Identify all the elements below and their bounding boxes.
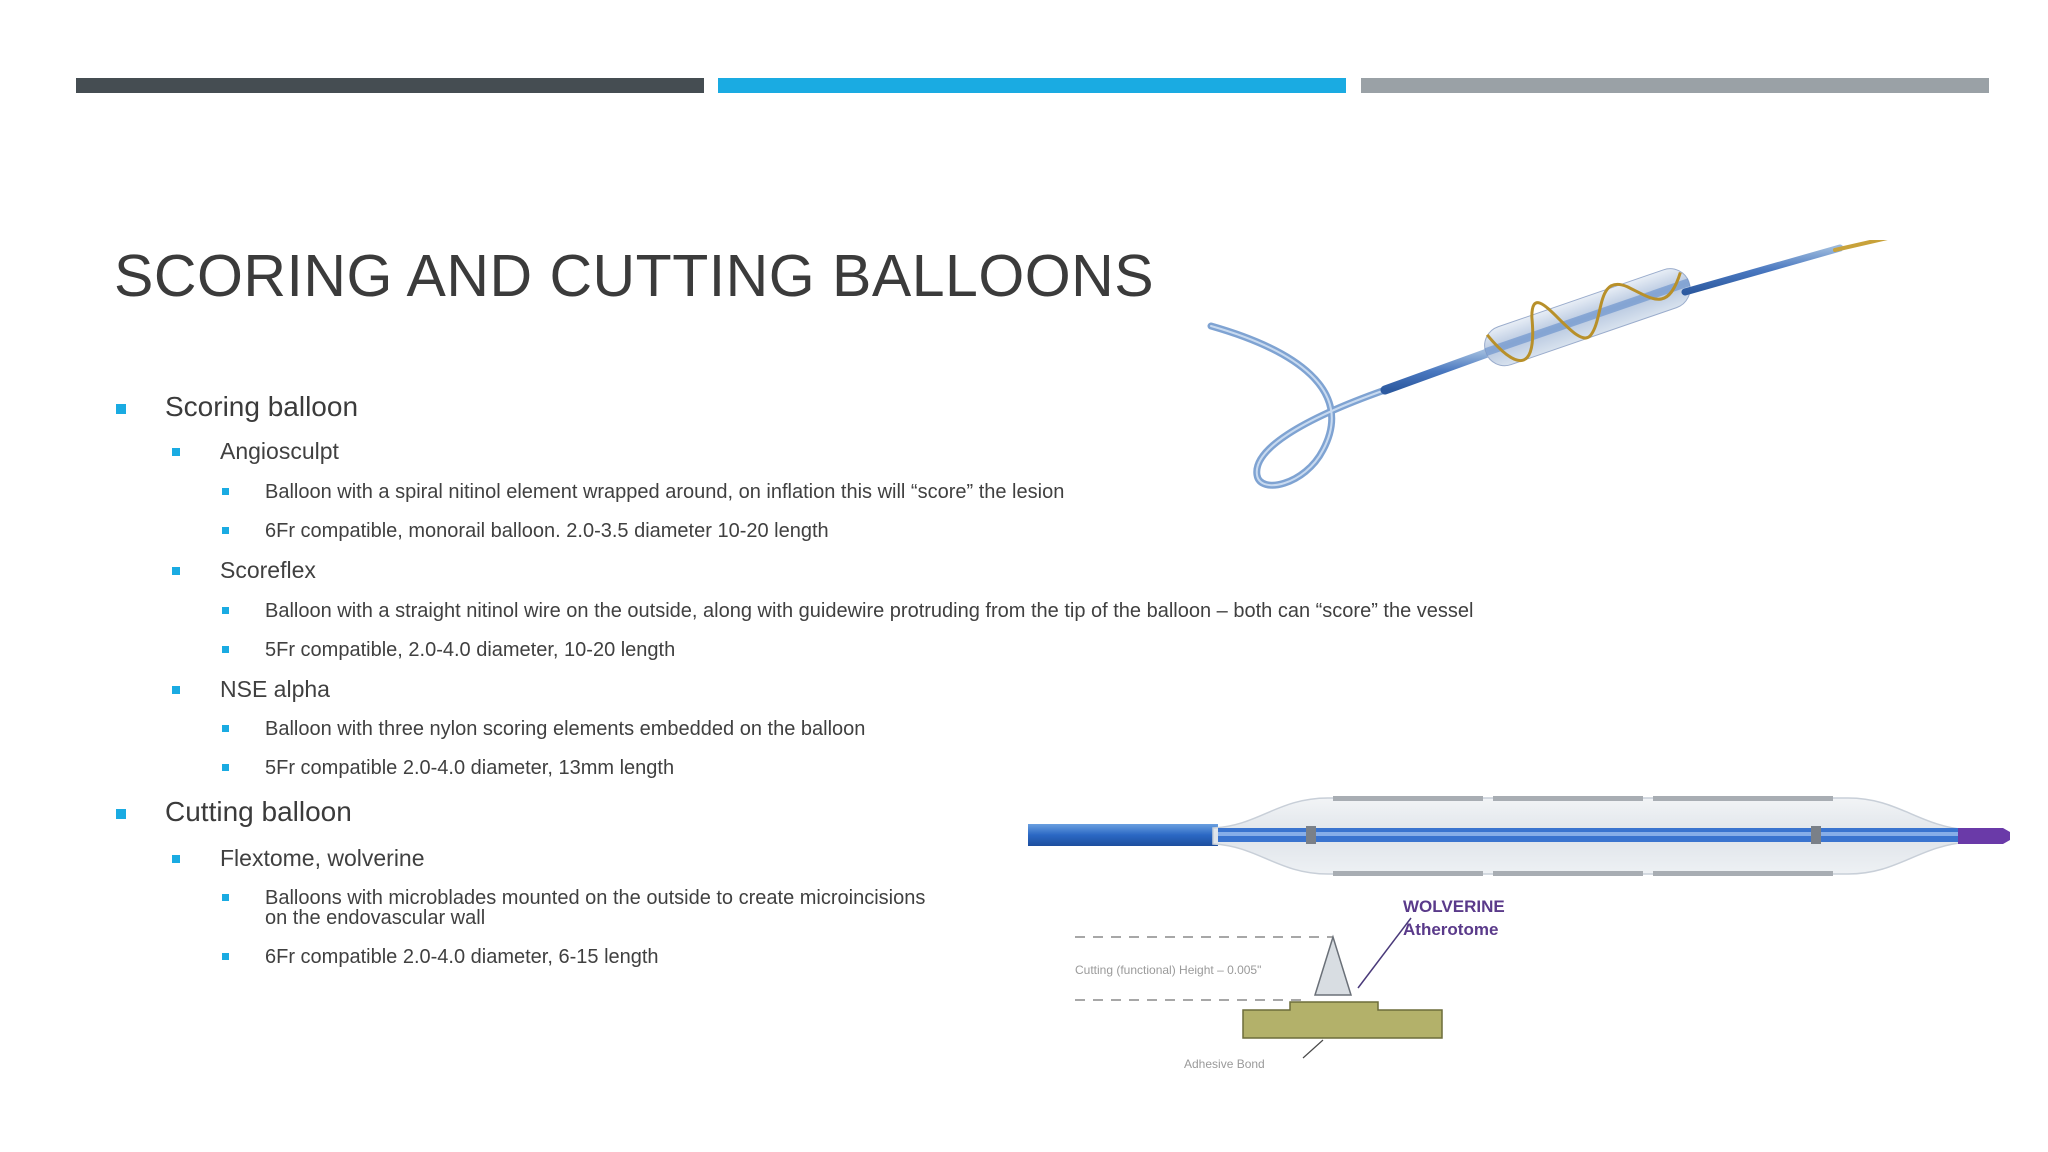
blade-base-pad [1243, 1002, 1442, 1038]
cutting-balloon-tip [1958, 828, 2010, 844]
bullet-square-icon [172, 567, 180, 575]
bullet-nse-alpha: NSE alpha [220, 676, 330, 703]
cutting-catheter-shaft [1028, 824, 1218, 846]
adhesive-leader [1303, 1040, 1323, 1058]
leader-line [1358, 918, 1411, 988]
bullet-square-icon [116, 809, 126, 819]
bullet-cutting-balloon: Cutting balloon [165, 796, 352, 828]
cutting-height-label: Cutting (functional) Height – 0.005" [1075, 963, 1262, 977]
bullet-square-icon [222, 894, 229, 901]
wolverine-label: WOLVERINE [1403, 897, 1505, 916]
marker-band [1811, 826, 1821, 844]
bullet-nse-detail-1: Balloon with three nylon scoring elements embedded on the balloon [265, 719, 865, 739]
microblade [1333, 871, 1483, 876]
bullet-flextome-detail-1: Balloons with microblades mounted on the outside to create microincisions on the endovascular wall [265, 888, 925, 928]
bullet-angiosculpt-detail-2: 6Fr compatible, monorail balloon. 2.0-3.5 diameter 10-20 length [265, 521, 829, 541]
slide-title: SCORING AND CUTTING BALLOONS [114, 243, 1155, 309]
microblade [1493, 871, 1643, 876]
bullet-flextome-detail-2: 6Fr compatible 2.0-4.0 diameter, 6-15 length [265, 947, 659, 967]
catheter-loop [1211, 326, 1485, 485]
microblade [1333, 796, 1483, 801]
microblade [1493, 796, 1643, 801]
bullet-angiosculpt: Angiosculpt [220, 438, 339, 465]
bullet-nse-detail-2: 5Fr compatible 2.0-4.0 diameter, 13mm length [265, 758, 674, 778]
cutting-balloon-image [1028, 790, 2018, 1080]
header-bar-blue [718, 78, 1346, 93]
catheter-shaft [1385, 352, 1490, 390]
marker-band [1306, 826, 1316, 844]
microblade [1653, 796, 1833, 801]
bullet-scoreflex-detail-2: 5Fr compatible, 2.0-4.0 diameter, 10-20 length [265, 640, 675, 660]
bullet-square-icon [222, 527, 229, 534]
header-bar-gray [1361, 78, 1989, 93]
bullet-square-icon [172, 686, 180, 694]
bullet-angiosculpt-detail-1: Balloon with a spiral nitinol element wrapped around, on inflation this will “score” the lesion [265, 482, 1064, 502]
bullet-square-icon [172, 855, 180, 863]
bullet-square-icon [222, 488, 229, 495]
header-bar-dark [76, 78, 704, 93]
bullet-square-icon [222, 646, 229, 653]
bullet-scoreflex-detail-1: Balloon with a straight nitinol wire on the outside, along with guidewire protruding from the tip of the balloon – both can “score” the vessel [265, 601, 1473, 621]
blade-diagram [1315, 937, 1351, 995]
bullet-square-icon [222, 953, 229, 960]
scoring-balloon-image [1205, 240, 1910, 500]
bullet-flextome: Flextome, wolverine [220, 845, 425, 872]
guidewire-tip [1835, 240, 1905, 250]
balloon-body [1476, 254, 1696, 371]
atherotome-label: Atherotome [1403, 920, 1499, 939]
bullet-square-icon [222, 607, 229, 614]
microblade [1653, 871, 1833, 876]
adhesive-bond-label: Adhesive Bond [1184, 1057, 1265, 1071]
bullet-square-icon [222, 725, 229, 732]
bullet-square-icon [222, 764, 229, 771]
bullet-scoreflex: Scoreflex [220, 557, 316, 584]
bullet-square-icon [116, 404, 126, 414]
catheter-tip [1685, 248, 1840, 292]
bullet-square-icon [172, 448, 180, 456]
bullet-scoring-balloon: Scoring balloon [165, 391, 358, 423]
